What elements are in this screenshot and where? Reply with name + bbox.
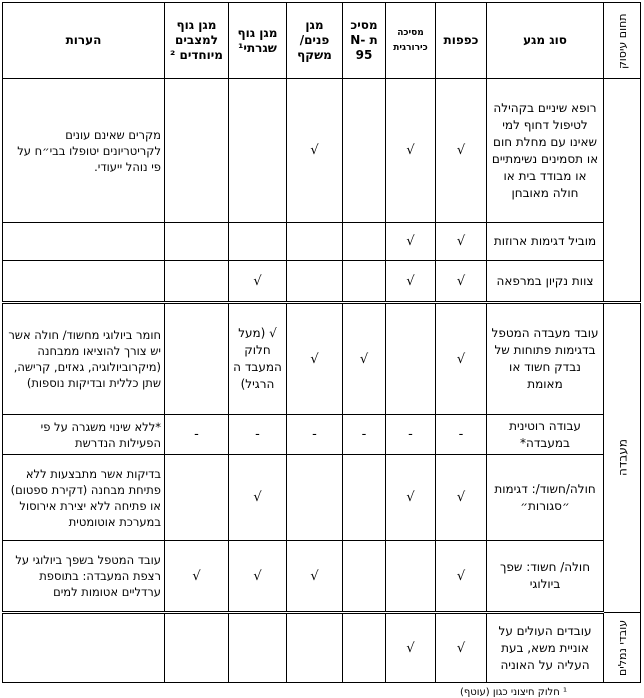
gown-cell: √ xyxy=(229,261,287,303)
table-row xyxy=(3,455,641,541)
special-gown-cell xyxy=(165,223,229,261)
table-row xyxy=(3,223,641,261)
gown-cell xyxy=(229,613,287,683)
gown-cell: - xyxy=(229,415,287,455)
surgical-mask-cell: √ xyxy=(386,613,436,683)
notes-cell: בדיקות אשר מתבצעות ללא פתיחת מבחנה (דקירת ספטום) או פתיחה ללא יצירת אירוסול במערכת אוטומטית xyxy=(3,455,165,541)
header-n95: מסיכ ת N-95 xyxy=(343,3,386,79)
header-row xyxy=(3,3,641,79)
header-surgical-mask: מסיכה כירורגית xyxy=(386,3,436,79)
ppe-table xyxy=(2,2,641,683)
table-row xyxy=(3,541,641,613)
notes-cell: חומר ביולוגי מחשוד/ חולה אשר יש צורך להוציאו ממבחנה (מיקרוביולוגיה, גאזים, קרישה, שתן כללית ובדיקות נוספות) xyxy=(3,303,165,415)
n95-cell xyxy=(343,455,386,541)
n95-cell: √ xyxy=(343,303,386,415)
area-cell-lab: מעבדה xyxy=(604,303,641,613)
gloves-cell: - xyxy=(436,415,487,455)
face-shield-cell xyxy=(287,223,343,261)
table-row xyxy=(3,79,641,223)
n95-cell xyxy=(343,613,386,683)
table-row xyxy=(3,613,641,683)
special-gown-cell: √ xyxy=(165,541,229,613)
surgical-mask-cell: √ xyxy=(386,79,436,223)
table-row xyxy=(3,415,641,455)
table-row xyxy=(3,261,641,303)
header-gown: מגן גוף שגרתי¹ xyxy=(229,3,287,79)
gloves-cell: √ xyxy=(436,541,487,613)
special-gown-cell xyxy=(165,613,229,683)
face-shield-cell xyxy=(287,261,343,303)
gown-cell xyxy=(229,79,287,223)
contact-type-cell: מוביל דגימות ארוזות xyxy=(487,223,604,261)
n95-cell: - xyxy=(343,415,386,455)
gown-cell: √ xyxy=(229,455,287,541)
n95-cell xyxy=(343,79,386,223)
area-cell-ports: עובדי נמלים xyxy=(604,613,641,683)
notes-cell: *ללא שינוי משגרה על פי הפעילות הנדרשת xyxy=(3,415,165,455)
n95-cell xyxy=(343,541,386,613)
header-face-shield: מגן פנים/ משקף xyxy=(287,3,343,79)
face-shield-cell: √ xyxy=(287,79,343,223)
notes-cell xyxy=(3,613,165,683)
surgical-mask-cell: √ xyxy=(386,261,436,303)
footnote: ¹ חלוק חיצוני כגון (עוטף) xyxy=(460,687,567,698)
surgical-mask-cell: √ xyxy=(386,455,436,541)
n95-cell xyxy=(343,223,386,261)
special-gown-cell: - xyxy=(165,415,229,455)
gloves-cell: √ xyxy=(436,223,487,261)
face-shield-cell: - xyxy=(287,415,343,455)
face-shield-cell xyxy=(287,455,343,541)
contact-type-cell: צוות נקיון במרפאה xyxy=(487,261,604,303)
n95-cell xyxy=(343,261,386,303)
gloves-cell: √ xyxy=(436,455,487,541)
gloves-cell: √ xyxy=(436,261,487,303)
gown-cell xyxy=(229,223,287,261)
header-special-gown: מגן גוף למצבים מיוחדים ² xyxy=(165,3,229,79)
special-gown-cell xyxy=(165,303,229,415)
contact-type-cell: רופא שיניים בקהילה לטיפול דחוף למי שאינו עם מחלת חום או תסמינים נשימתיים או מבודד בית או חולה מאובחן xyxy=(487,79,604,223)
surgical-mask-cell xyxy=(386,303,436,415)
contact-type-cell: עובד מעבדה המטפל בדגימות פתוחות של נבדק חשוד או מאומת xyxy=(487,303,604,415)
contact-type-cell: עבודה רוטינית במעבדה* xyxy=(487,415,604,455)
header-gloves: כפפות xyxy=(436,3,487,79)
face-shield-cell: √ xyxy=(287,541,343,613)
face-shield-cell xyxy=(287,613,343,683)
special-gown-cell xyxy=(165,79,229,223)
area-cell-community xyxy=(604,79,641,303)
notes-cell: עובד המטפל בשפך ביולוגי על רצפת המעבדה: בתוספת ערדליים אטומות למים xyxy=(3,541,165,613)
notes-cell: מקרים שאינם עונים לקריטריונים יטופלו בבי״ח על פי נוהל ייעודי. xyxy=(3,79,165,223)
gown-cell: √ (מעל חלוק המעבד ה הרגיל) xyxy=(229,303,287,415)
contact-type-cell: חולה/ חשוד: שפך ביולוגי xyxy=(487,541,604,613)
table-row xyxy=(3,303,641,415)
gloves-cell: √ xyxy=(436,79,487,223)
notes-cell xyxy=(3,261,165,303)
gown-cell: √ xyxy=(229,541,287,613)
special-gown-cell xyxy=(165,455,229,541)
contact-type-cell: חולה/חשוד/: דגימות ״סגורות״ xyxy=(487,455,604,541)
surgical-mask-cell: √ xyxy=(386,223,436,261)
surgical-mask-cell xyxy=(386,541,436,613)
face-shield-cell: √ xyxy=(287,303,343,415)
contact-type-cell: עובדים העולים על אוניית משא, בעת העליה על האוניה xyxy=(487,613,604,683)
header-notes: הערות xyxy=(3,3,165,79)
notes-cell xyxy=(3,223,165,261)
gloves-cell: √ xyxy=(436,613,487,683)
gloves-cell: √ xyxy=(436,303,487,415)
header-area: תחום עיסוק xyxy=(604,3,641,79)
surgical-mask-cell: - xyxy=(386,415,436,455)
special-gown-cell xyxy=(165,261,229,303)
header-contact-type: סוג מגע xyxy=(487,3,604,79)
